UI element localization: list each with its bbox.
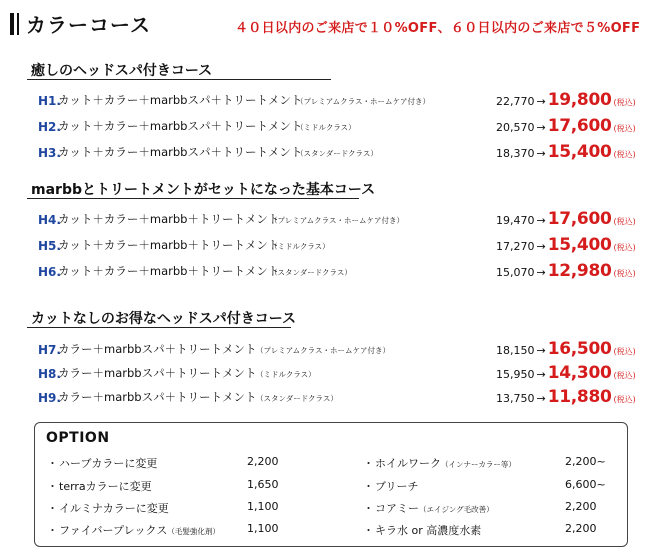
option-item — [363, 478, 419, 496]
option-name: ホイルワーク — [375, 457, 441, 470]
option-price: 1,100 — [247, 500, 279, 513]
course-code: H9. — [38, 391, 61, 405]
arrow-icon: → — [536, 240, 546, 253]
tax-label: (税込) — [613, 371, 636, 380]
old-price: 17,270 — [496, 240, 535, 253]
course-name: カット＋カラー＋marbbスパ＋トリートメント — [58, 119, 303, 133]
bullet: ・ — [363, 524, 374, 537]
section-divider — [27, 327, 291, 328]
new-price: 15,400 — [547, 142, 612, 162]
course-price — [496, 387, 636, 407]
course-name: カット＋カラー＋marbbスパ＋トリートメント — [58, 93, 303, 107]
course-code: H2. — [38, 120, 61, 134]
course-note: （スタンダードクラス） — [296, 149, 378, 158]
option-note: （毛髪強化剤） — [167, 527, 220, 536]
section-divider — [27, 198, 359, 199]
course-name: カット＋カラー＋marbb＋トリートメント — [58, 264, 280, 278]
tax-label: (税込) — [613, 150, 636, 159]
bullet: ・ — [363, 480, 374, 493]
course-row-h3 — [38, 142, 638, 162]
new-price: 14,300 — [547, 363, 612, 383]
new-price: 12,980 — [547, 261, 612, 281]
option-name: キラ水 or 高濃度水素 — [375, 524, 482, 537]
bullet: ・ — [363, 502, 374, 515]
course-code: H1. — [38, 94, 61, 108]
new-price: 16,500 — [547, 339, 612, 359]
option-item — [47, 522, 220, 540]
course-price — [496, 90, 636, 110]
new-price: 11,880 — [547, 387, 612, 407]
course-price — [496, 363, 636, 383]
course-name: カラー＋marbbスパ＋トリートメント — [58, 366, 257, 380]
option-item — [363, 522, 481, 540]
course-note: （ミドルクラス） — [270, 242, 330, 251]
course-code: H7. — [38, 343, 61, 357]
tax-label: (税込) — [613, 243, 636, 252]
course-code: H6. — [38, 265, 61, 279]
option-name: ハーブカラーに変更 — [59, 457, 158, 470]
course-code: H4. — [38, 213, 61, 227]
course-row-h4 — [38, 209, 638, 229]
option-item — [47, 455, 157, 473]
bullet: ・ — [47, 457, 58, 470]
option-price: 2,200~ — [565, 455, 606, 468]
arrow-icon: → — [536, 147, 546, 160]
course-code: H3. — [38, 146, 61, 160]
course-note: （スタンダードクラス） — [270, 268, 352, 277]
option-price: 1,100 — [247, 522, 279, 535]
course-row-h8 — [38, 363, 638, 383]
arrow-icon: → — [536, 214, 546, 227]
course-name: カット＋カラー＋marbbスパ＋トリートメント — [58, 145, 303, 159]
option-price: 2,200 — [565, 522, 597, 535]
arrow-icon: → — [536, 121, 546, 134]
old-price: 22,770 — [496, 95, 535, 108]
course-note: （プレミアムクラス・ホームケア付き） — [296, 97, 430, 106]
course-note: （プレミアムクラス・ホームケア付き） — [256, 346, 390, 355]
new-price: 19,800 — [547, 90, 612, 110]
course-row-h7 — [38, 339, 638, 359]
course-row-h2 — [38, 116, 638, 136]
option-price: 6,600~ — [565, 478, 606, 491]
tax-label: (税込) — [613, 269, 636, 278]
option-item — [47, 500, 169, 518]
arrow-icon: → — [536, 392, 546, 405]
course-price — [496, 142, 636, 162]
course-row-h1 — [38, 90, 638, 110]
course-row-h5 — [38, 235, 638, 255]
course-price — [496, 235, 636, 255]
option-box — [34, 422, 628, 547]
course-note: （プレミアムクラス・ホームケア付き） — [270, 216, 404, 225]
page-header — [10, 8, 650, 38]
bullet: ・ — [47, 524, 58, 537]
option-name: コアミー — [375, 502, 419, 515]
new-price: 15,400 — [547, 235, 612, 255]
option-title: OPTION — [46, 430, 110, 446]
arrow-icon: → — [536, 266, 546, 279]
bullet: ・ — [363, 457, 374, 470]
option-note: （エイジング毛改善） — [419, 505, 494, 514]
old-price: 15,950 — [496, 368, 535, 381]
arrow-icon: → — [536, 368, 546, 381]
option-price: 1,650 — [247, 478, 279, 491]
course-note: （ミドルクラス） — [256, 370, 316, 379]
new-price: 17,600 — [547, 116, 612, 136]
course-name: カット＋カラー＋marbb＋トリートメント — [58, 238, 280, 252]
section-divider — [27, 79, 331, 80]
course-note: （ミドルクラス） — [296, 123, 356, 132]
arrow-icon: → — [536, 95, 546, 108]
course-name: カラー＋marbbスパ＋トリートメント — [58, 342, 257, 356]
course-price — [496, 339, 636, 359]
title-bar-mark-thin — [17, 13, 19, 35]
bullet: ・ — [47, 480, 58, 493]
course-row-h9 — [38, 387, 638, 407]
old-price: 19,470 — [496, 214, 535, 227]
tax-label: (税込) — [613, 347, 636, 356]
section-title-nocut: カットなしのお得なヘッドスパ付きコース — [31, 311, 297, 327]
option-item — [363, 500, 494, 518]
option-name: terraカラーに変更 — [59, 480, 152, 493]
option-name: ファイバープレックス — [59, 524, 168, 537]
page-title: カラーコース — [26, 13, 151, 37]
section-title-basic: marbbとトリートメントがセットになった基本コース — [31, 182, 376, 198]
course-row-h6 — [38, 261, 638, 281]
option-price: 2,200 — [247, 455, 279, 468]
arrow-icon: → — [536, 344, 546, 357]
tax-label: (税込) — [613, 124, 636, 133]
course-code: H5. — [38, 239, 61, 253]
course-note: （スタンダードクラス） — [256, 394, 338, 403]
option-name: イルミナカラーに変更 — [59, 502, 169, 515]
promo-banner: ４０日以内のご来店で１０%OFF、６０日以内のご来店で５%OFF — [235, 21, 641, 36]
old-price: 15,070 — [496, 266, 535, 279]
tax-label: (税込) — [613, 217, 636, 226]
option-item — [47, 478, 152, 496]
course-price — [496, 261, 636, 281]
tax-label: (税込) — [613, 98, 636, 107]
bullet: ・ — [47, 502, 58, 515]
old-price: 13,750 — [496, 392, 535, 405]
title-bar-mark — [10, 13, 14, 35]
old-price: 20,570 — [496, 121, 535, 134]
course-name: カラー＋marbbスパ＋トリートメント — [58, 390, 257, 404]
old-price: 18,150 — [496, 344, 535, 357]
course-name: カット＋カラー＋marbb＋トリートメント — [58, 212, 280, 226]
course-code: H8. — [38, 367, 61, 381]
option-item — [363, 455, 516, 473]
old-price: 18,370 — [496, 147, 535, 160]
new-price: 17,600 — [547, 209, 612, 229]
section-title-headspa: 癒しのヘッドスパ付きコース — [31, 63, 213, 79]
tax-label: (税込) — [613, 395, 636, 404]
option-note: （インナーカラー等） — [441, 460, 516, 469]
option-price: 2,200 — [565, 500, 597, 513]
course-price — [496, 116, 636, 136]
option-name: ブリーチ — [375, 480, 419, 493]
course-price — [496, 209, 636, 229]
